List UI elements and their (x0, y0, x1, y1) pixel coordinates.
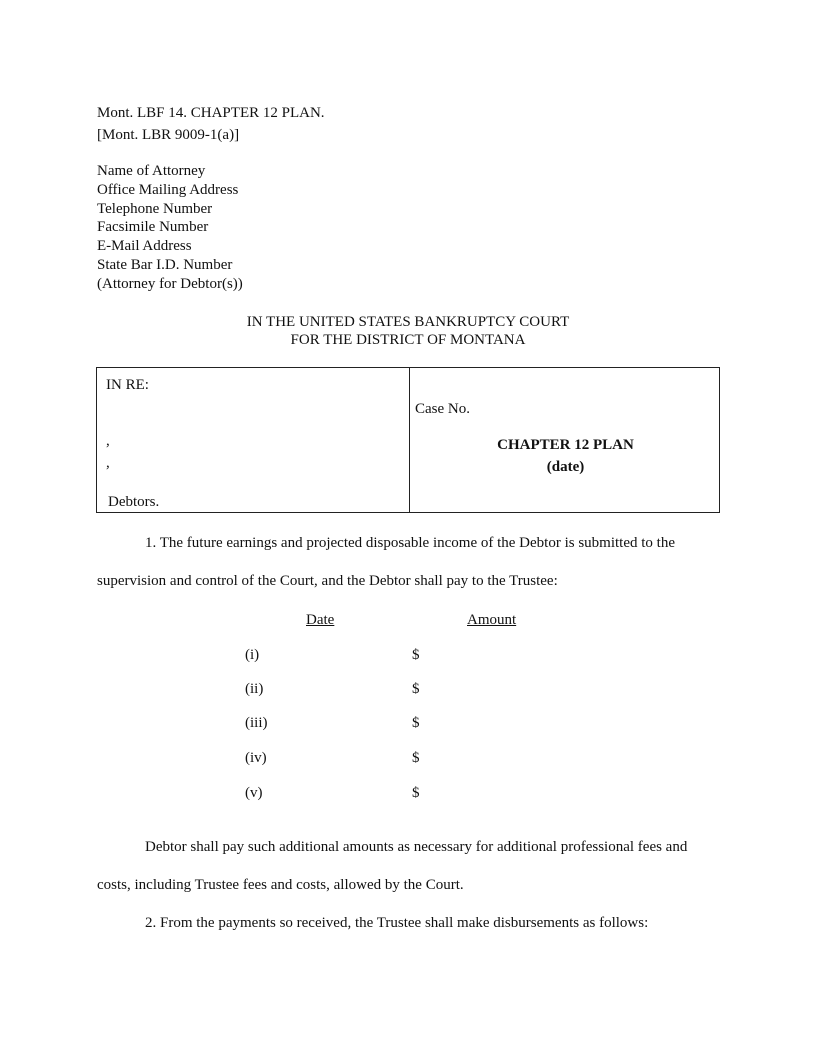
attorney-email: E-Mail Address (97, 238, 192, 255)
payment-label: (v) (245, 785, 263, 801)
payment-currency: $ (412, 715, 420, 731)
form-title: Mont. LBF 14. CHAPTER 12 PLAN. (97, 105, 325, 121)
payment-label: (iv) (245, 750, 267, 766)
court-name: IN THE UNITED STATES BANKRUPTCY COURT (246, 314, 570, 330)
case-number-label: Case No. (415, 401, 470, 417)
section-1-line-2: supervision and control of the Court, and the Debtor shall pay to the Trustee: (97, 573, 558, 589)
payment-currency: $ (412, 681, 420, 697)
payment-label: (iii) (245, 715, 268, 731)
plan-date: (date) (546, 459, 585, 475)
attorney-bar-id: State Bar I.D. Number (97, 256, 233, 273)
section-2-line: 2. From the payments so received, the Trustee shall make disbursements as follows: (145, 915, 649, 931)
attorney-name: Name of Attorney (97, 163, 206, 179)
debtor-name-line-2: , (106, 455, 110, 471)
additional-amounts-line-1: Debtor shall pay such additional amounts as necessary for additional professional fees and (145, 839, 688, 855)
section-1-line-1: 1. The future earnings and projected disposable income of the Debtor is submitted to the (145, 535, 676, 551)
additional-amounts-line-2: costs, including Trustee fees and costs, allowed by the Court. (97, 877, 464, 893)
payment-currency: $ (412, 647, 420, 663)
court-heading (0, 313, 816, 349)
payment-currency: $ (412, 785, 420, 801)
debtor-name-line-1: , (106, 433, 110, 449)
attorney-telephone: Telephone Number (97, 200, 213, 217)
in-re-label: IN RE: (106, 377, 149, 393)
payment-label: (i) (245, 647, 260, 663)
payment-label: (ii) (245, 681, 264, 697)
form-header (97, 102, 325, 146)
attorney-role: (Attorney for Debtor(s)) (97, 275, 243, 292)
debtors-label: Debtors. (108, 494, 160, 510)
form-rule-reference: [Mont. LBR 9009-1(a)] (97, 127, 240, 143)
plan-title: CHAPTER 12 PLAN (497, 437, 634, 453)
payment-currency: $ (412, 750, 420, 766)
court-district: FOR THE DISTRICT OF MONTANA (290, 332, 526, 348)
attorney-facsimile: Facsimile Number (97, 219, 209, 236)
attorney-block (97, 162, 243, 294)
date-column-header: Date (306, 612, 335, 628)
attorney-address: Office Mailing Address (97, 181, 239, 198)
case-caption-box (96, 367, 720, 513)
amount-column-header: Amount (467, 612, 517, 628)
